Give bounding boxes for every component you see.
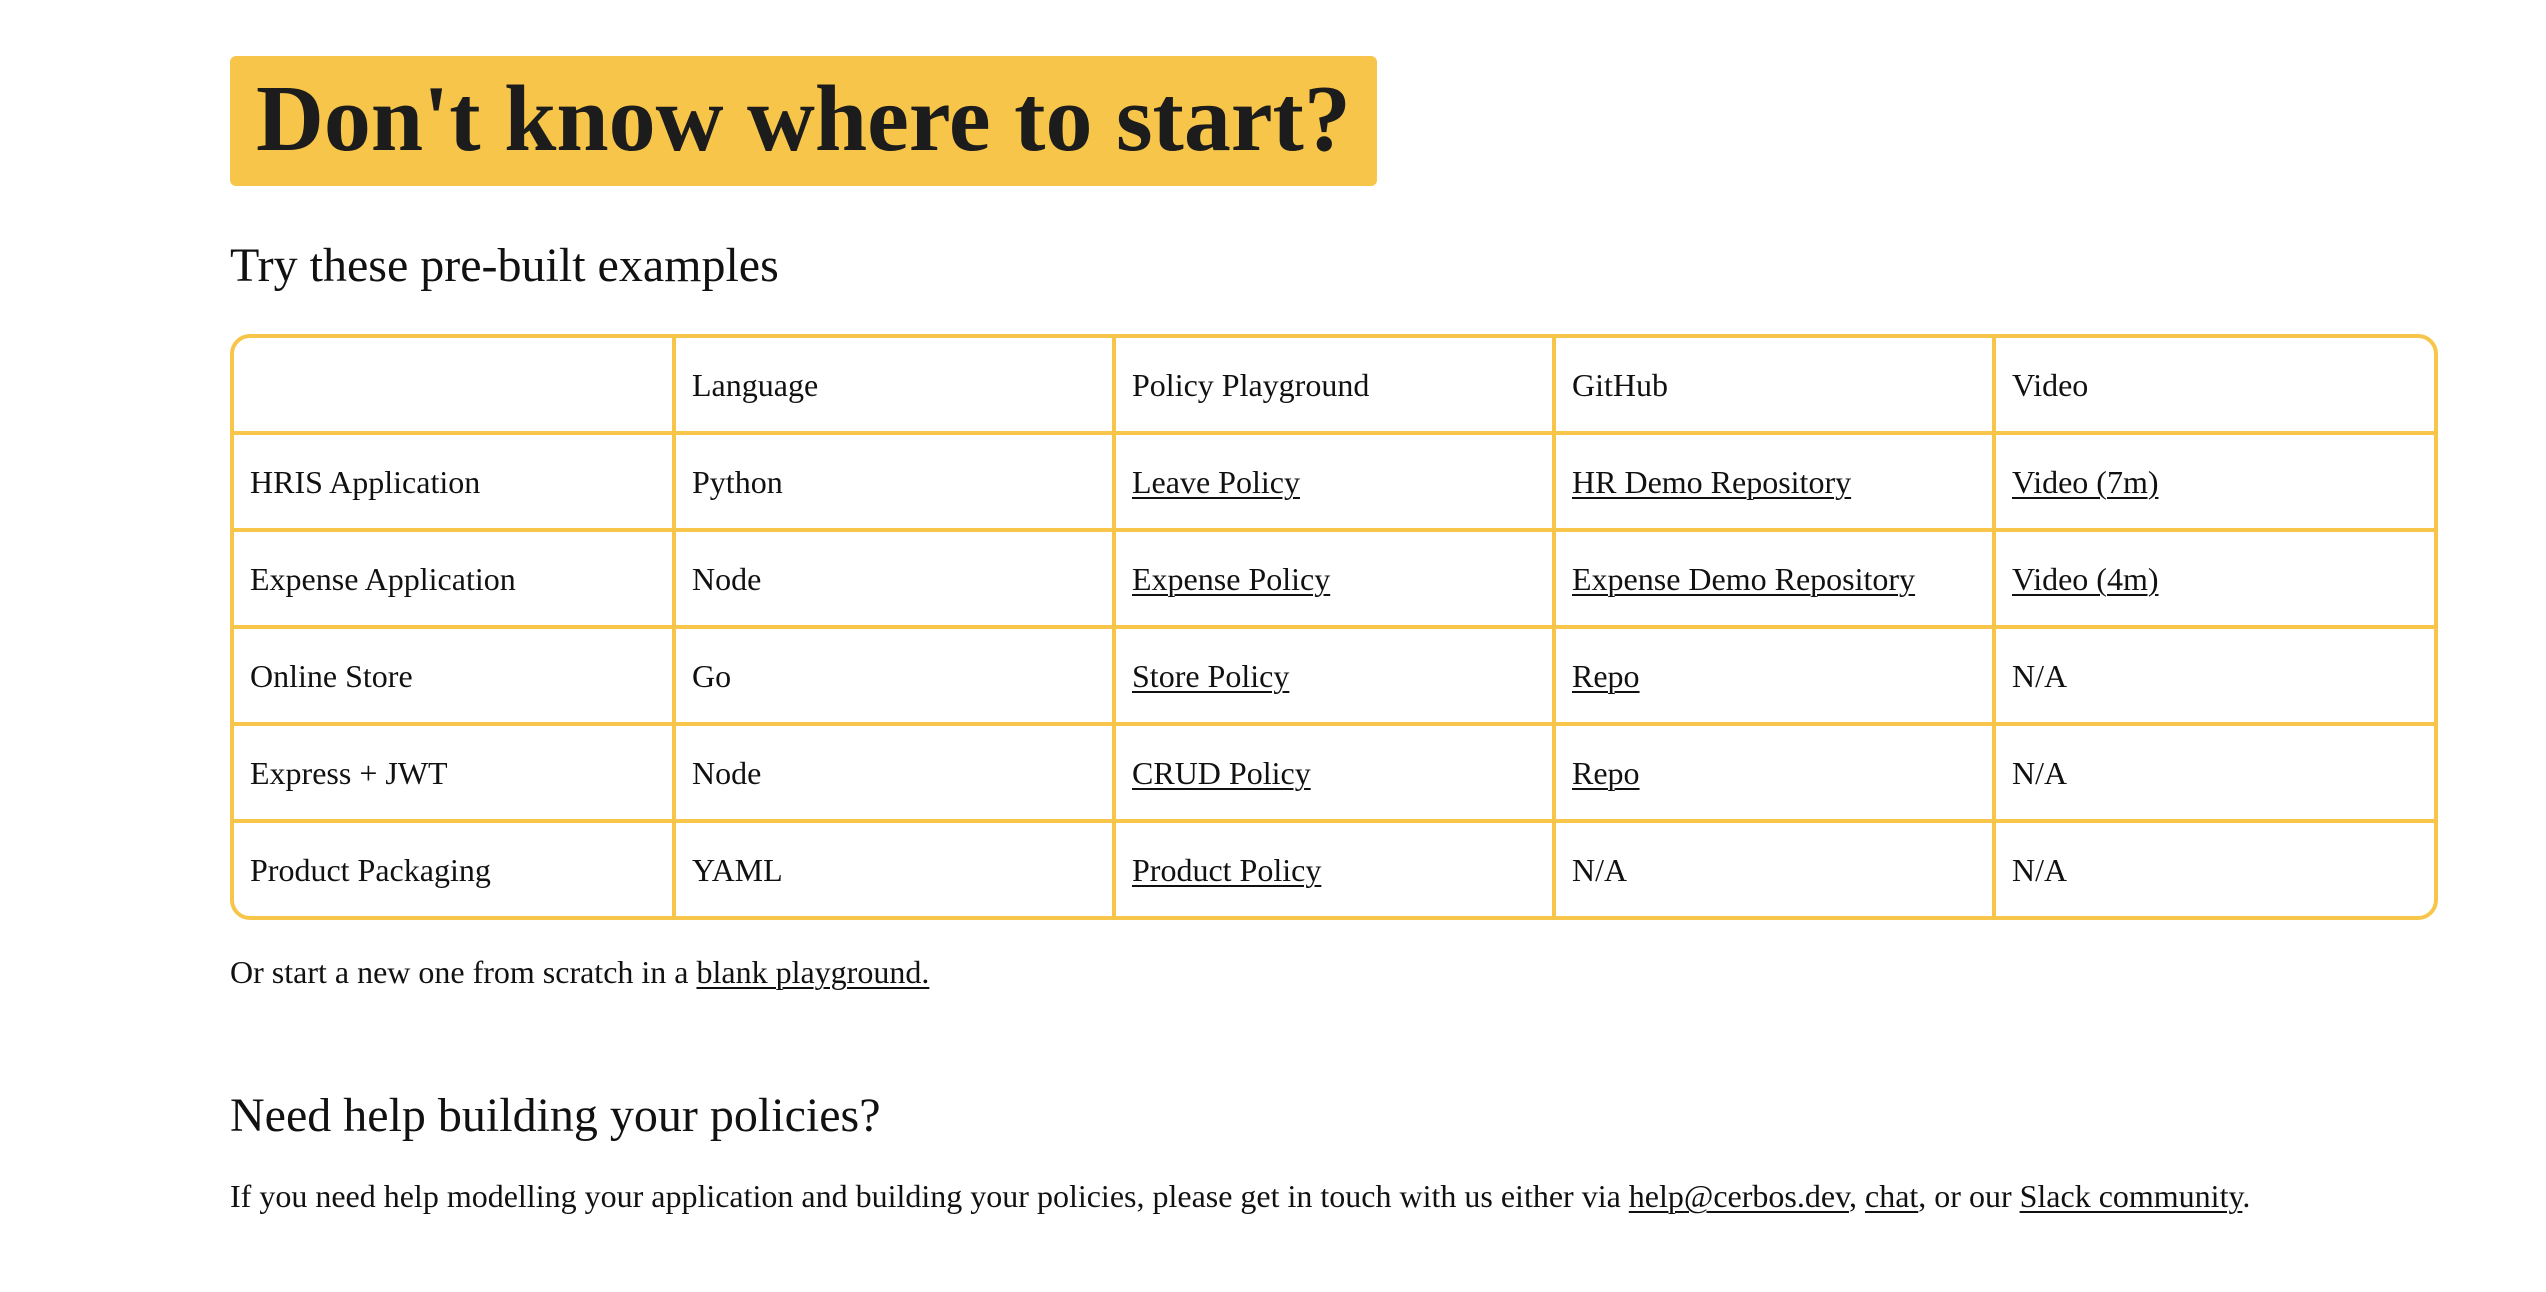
policy-link-leave[interactable]: Leave Policy [1132, 463, 1300, 500]
example-language: Python [674, 433, 1114, 530]
video-link-hr[interactable]: Video (7m) [2012, 463, 2159, 500]
slack-community-link[interactable]: Slack community [2019, 1178, 2243, 1214]
page-content [230, 56, 2440, 1216]
policy-link-store[interactable]: Store Policy [1132, 657, 1290, 694]
example-name: Online Store [234, 627, 674, 724]
header-cell-empty [234, 338, 674, 433]
scratch-prefix: Or start a new one from scratch in a [230, 954, 697, 990]
page-title: Don't know where to start? [230, 56, 1377, 186]
video-na: N/A [1994, 627, 2434, 724]
github-link-express-repo[interactable]: Repo [1572, 754, 1640, 791]
github-link-store-repo[interactable]: Repo [1572, 657, 1640, 694]
table-row [234, 724, 2434, 821]
policy-link-crud[interactable]: CRUD Policy [1132, 754, 1311, 791]
video-na: N/A [1994, 821, 2434, 916]
header-cell-video: Video [1994, 338, 2434, 433]
blank-playground-link[interactable]: blank playground. [696, 954, 930, 990]
help-separator: , [1848, 1178, 1865, 1214]
example-name: Express + JWT [234, 724, 674, 821]
policy-link-expense[interactable]: Expense Policy [1132, 560, 1331, 597]
scratch-text [230, 952, 2440, 992]
example-name: HRIS Application [234, 433, 674, 530]
header-cell-language: Language [674, 338, 1114, 433]
help-text [230, 1176, 2440, 1216]
table-header-row [234, 338, 2434, 433]
policy-link-product[interactable]: Product Policy [1132, 851, 1322, 888]
table-row [234, 433, 2434, 530]
example-language: YAML [674, 821, 1114, 916]
examples-subtitle: Try these pre-built examples [230, 239, 779, 292]
github-na: N/A [1554, 821, 1994, 916]
help-separator: , or our [1918, 1178, 2020, 1214]
example-language: Node [674, 530, 1114, 627]
github-link-hr-demo[interactable]: HR Demo Repository [1572, 463, 1852, 500]
header-cell-github: GitHub [1554, 338, 1994, 433]
table-row [234, 821, 2434, 916]
table-row [234, 530, 2434, 627]
email-link[interactable]: help@cerbos.dev [1628, 1178, 1849, 1214]
example-language: Go [674, 627, 1114, 724]
help-prefix: If you need help modelling your application and building your policies, please get in touch with us either via [230, 1178, 1629, 1214]
chat-link[interactable]: chat [1864, 1178, 1919, 1214]
video-link-expense[interactable]: Video (4m) [2012, 560, 2159, 597]
table-row [234, 627, 2434, 724]
help-suffix: . [2242, 1178, 2251, 1214]
video-na: N/A [1994, 724, 2434, 821]
github-link-expense-demo[interactable]: Expense Demo Repository [1572, 560, 1916, 597]
example-name: Expense Application [234, 530, 674, 627]
header-cell-policy-playground: Policy Playground [1114, 338, 1554, 433]
help-heading: Need help building your policies? [230, 1089, 881, 1142]
example-language: Node [674, 724, 1114, 821]
example-name: Product Packaging [234, 821, 674, 916]
examples-table [230, 334, 2438, 920]
